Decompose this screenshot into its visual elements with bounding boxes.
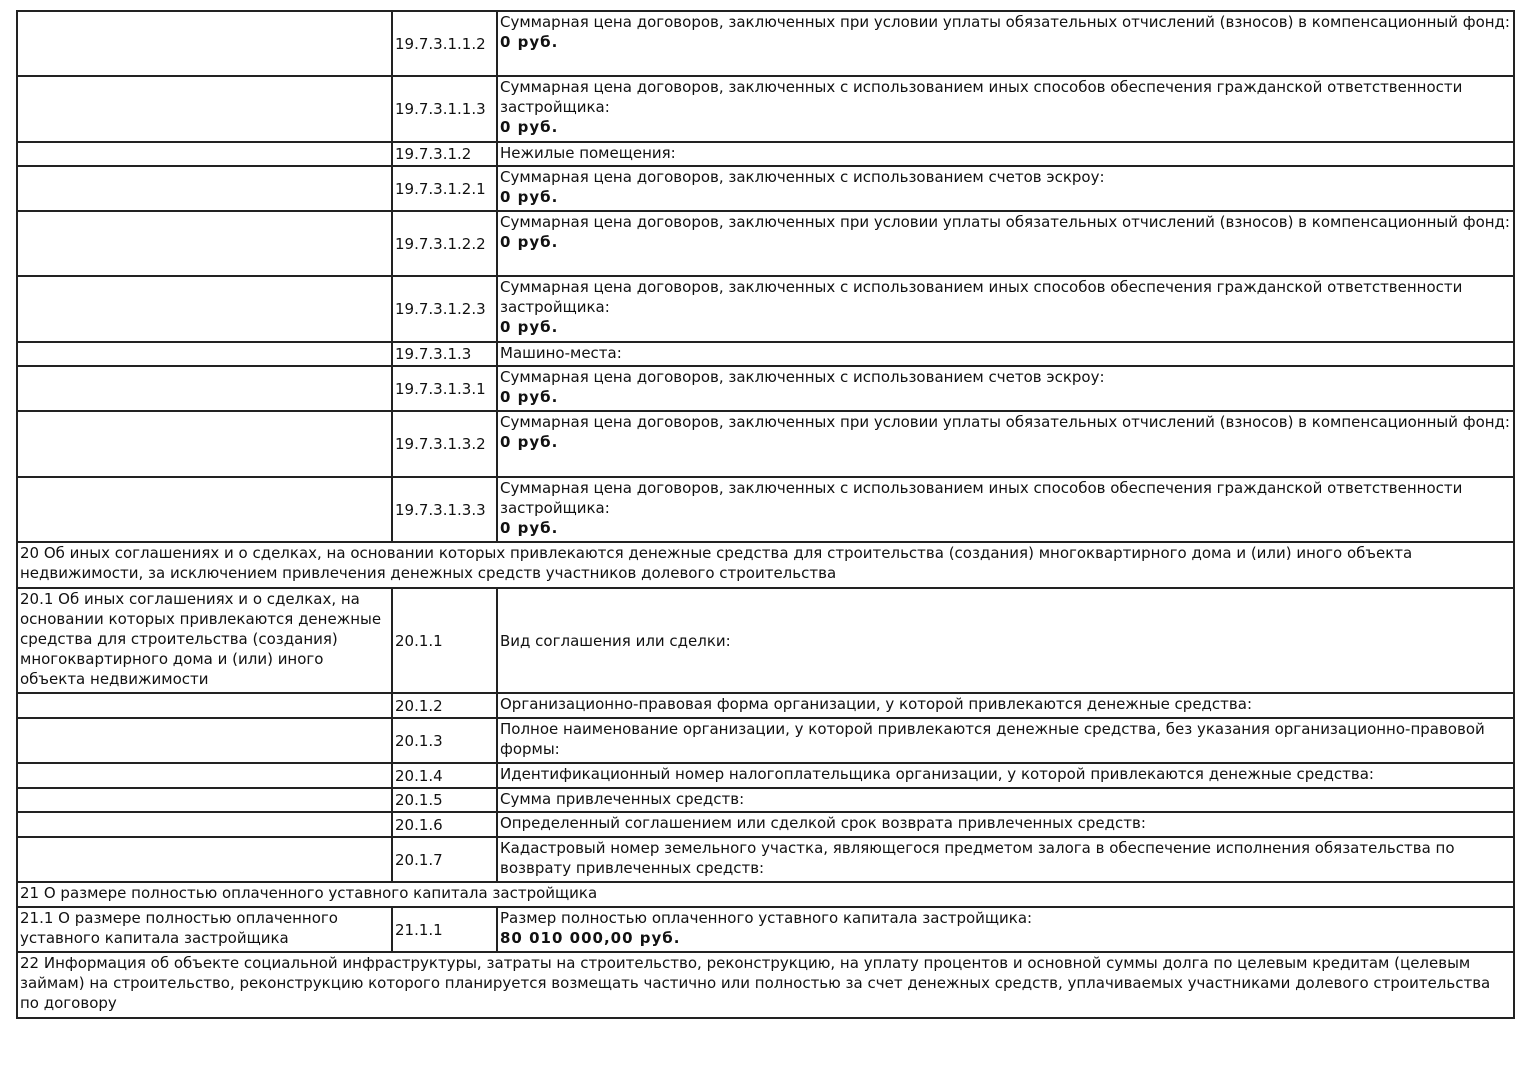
- item-label: Суммарная цена договоров, заключенных при условии уплаты обязательных отчислений (взносов) в компенсационный фонд:: [500, 413, 1510, 431]
- table-row: [17, 763, 1514, 788]
- item-label: Суммарная цена договоров, заключенных с использованием счетов эскроу:: [500, 168, 1105, 186]
- table-row: [17, 276, 1514, 342]
- group-cell: [17, 411, 392, 477]
- item-code: 19.7.3.1.3.2: [392, 411, 497, 477]
- item-value: 0 руб.: [500, 33, 559, 51]
- section-heading: 21 О размере полностью оплаченного уставного капитала застройщика: [17, 882, 1514, 907]
- item-code: 19.7.3.1.2: [392, 142, 497, 166]
- item-code: 20.1.2: [392, 693, 497, 718]
- item-label: Полное наименование организации, у которой привлекаются денежные средства, без указания организационно-правовой формы:: [500, 720, 1485, 758]
- group-cell: 20.1 Об иных соглашениях и о сделках, на основании которых привлекаются денежные средства для строительства (создания) многоквартирного дома и (или) иного объекта недвижимости: [17, 588, 392, 693]
- item-label: Суммарная цена договоров, заключенных с использованием иных способов обеспечения гражданской ответственности застройщика:: [500, 78, 1463, 116]
- item-description: [497, 11, 1514, 76]
- table-row: [17, 693, 1514, 718]
- item-label: Идентификационный номер налогоплательщика организации, у которой привлекаются денежные средства:: [500, 765, 1374, 783]
- item-value: 0 руб.: [500, 233, 559, 251]
- section-row: [17, 952, 1514, 1018]
- item-description: [497, 477, 1514, 542]
- table-row: [17, 11, 1514, 76]
- group-cell: [17, 11, 392, 76]
- table-row: [17, 718, 1514, 763]
- disclosure-table: [16, 10, 1515, 1019]
- item-label: Суммарная цена договоров, заключенных с использованием иных способов обеспечения гражданской ответственности застройщика:: [500, 278, 1463, 316]
- item-code: 20.1.3: [392, 718, 497, 763]
- item-label: Организационно-правовая форма организации, у которой привлекаются денежные средства:: [500, 695, 1252, 713]
- item-value: 0 руб.: [500, 118, 559, 136]
- item-description: [497, 411, 1514, 477]
- item-label: Суммарная цена договоров, заключенных при условии уплаты обязательных отчислений (взносов) в компенсационный фонд:: [500, 13, 1510, 31]
- item-label: Определенный соглашением или сделкой срок возврата привлеченных средств:: [500, 814, 1146, 832]
- table-row: [17, 812, 1514, 837]
- group-cell: 21.1 О размере полностью оплаченного уставного капитала застройщика: [17, 907, 392, 952]
- group-cell: [17, 142, 392, 166]
- item-code: 19.7.3.1.2.1: [392, 166, 497, 211]
- section-heading: 22 Информация об объекте социальной инфраструктуры, затраты на строительство, реконструкцию, на уплату процентов и основной суммы долга по целевым кредитам (целевым займам) на строительство, реконструкцию которого планируется возмещать частично или полностью за счет денежных средств, уплачиваемых участниками долевого строительства по договору: [17, 952, 1514, 1018]
- item-description: [497, 166, 1514, 211]
- item-code: 19.7.3.1.2.3: [392, 276, 497, 342]
- item-description: [497, 837, 1514, 882]
- group-cell: [17, 763, 392, 788]
- section-heading: 20 Об иных соглашениях и о сделках, на основании которых привлекаются денежные средства для строительства (создания) многоквартирного дома и (или) иного объекта недвижимости, за исключением привлечения денежных средств участников долевого строительства: [17, 542, 1514, 588]
- item-label: Суммарная цена договоров, заключенных с использованием счетов эскроу:: [500, 368, 1105, 386]
- item-value: 0 руб.: [500, 188, 559, 206]
- item-value: 0 руб.: [500, 388, 559, 406]
- item-label: Суммарная цена договоров, заключенных с использованием иных способов обеспечения гражданской ответственности застройщика:: [500, 479, 1463, 517]
- table-row: [17, 211, 1514, 276]
- item-code: 20.1.6: [392, 812, 497, 837]
- group-cell: [17, 166, 392, 211]
- group-cell: [17, 812, 392, 837]
- item-description: [497, 693, 1514, 718]
- item-description: [497, 588, 1514, 693]
- item-description: [497, 907, 1514, 952]
- item-label: Размер полностью оплаченного уставного капитала застройщика:: [500, 909, 1033, 927]
- item-code: 19.7.3.1.3.3: [392, 477, 497, 542]
- item-description: [497, 718, 1514, 763]
- table-row: [17, 837, 1514, 882]
- table-row: [17, 76, 1514, 142]
- group-cell: [17, 718, 392, 763]
- item-label: Сумма привлеченных средств:: [500, 790, 745, 808]
- group-cell: [17, 788, 392, 812]
- item-description: [497, 763, 1514, 788]
- item-value: 80 010 000,00 руб.: [500, 929, 681, 947]
- section-row: [17, 542, 1514, 588]
- table-row: [17, 166, 1514, 211]
- group-cell: [17, 693, 392, 718]
- item-description: [497, 366, 1514, 411]
- item-code: 20.1.7: [392, 837, 497, 882]
- item-label: Вид соглашения или сделки:: [500, 631, 731, 650]
- item-description: [497, 142, 1514, 166]
- item-label: Нежилые помещения:: [500, 144, 676, 162]
- group-cell: [17, 366, 392, 411]
- item-code: 19.7.3.1.3.1: [392, 366, 497, 411]
- table-row: [17, 411, 1514, 477]
- item-code: 19.7.3.1.1.2: [392, 11, 497, 76]
- item-label: Суммарная цена договоров, заключенных при условии уплаты обязательных отчислений (взносов) в компенсационный фонд:: [500, 213, 1510, 231]
- item-value: 0 руб.: [500, 433, 559, 451]
- item-description: [497, 788, 1514, 812]
- item-code: 20.1.4: [392, 763, 497, 788]
- item-value: 0 руб.: [500, 318, 559, 336]
- group-cell: [17, 211, 392, 276]
- group-cell: [17, 342, 392, 366]
- table-row: [17, 477, 1514, 542]
- group-cell: [17, 477, 392, 542]
- item-code: 20.1.1: [392, 588, 497, 693]
- table-row: [17, 907, 1514, 952]
- table-row: [17, 342, 1514, 366]
- item-description: [497, 211, 1514, 276]
- group-cell: [17, 837, 392, 882]
- item-value: 0 руб.: [500, 519, 559, 537]
- group-cell: [17, 276, 392, 342]
- section-row: [17, 882, 1514, 907]
- table-row: [17, 588, 1514, 693]
- item-code: 19.7.3.1.2.2: [392, 211, 497, 276]
- table-row: [17, 142, 1514, 166]
- item-description: [497, 812, 1514, 837]
- item-code: 19.7.3.1.1.3: [392, 76, 497, 142]
- item-label: Кадастровый номер земельного участка, являющегося предметом залога в обеспечение исполнения обязательства по возврату привлеченных средств:: [500, 839, 1455, 877]
- item-code: 19.7.3.1.3: [392, 342, 497, 366]
- table-row: [17, 788, 1514, 812]
- item-description: [497, 342, 1514, 366]
- item-code: 20.1.5: [392, 788, 497, 812]
- item-code: 21.1.1: [392, 907, 497, 952]
- group-cell: [17, 76, 392, 142]
- item-description: [497, 76, 1514, 142]
- table-row: [17, 366, 1514, 411]
- item-label: Машино-места:: [500, 344, 622, 362]
- item-description: [497, 276, 1514, 342]
